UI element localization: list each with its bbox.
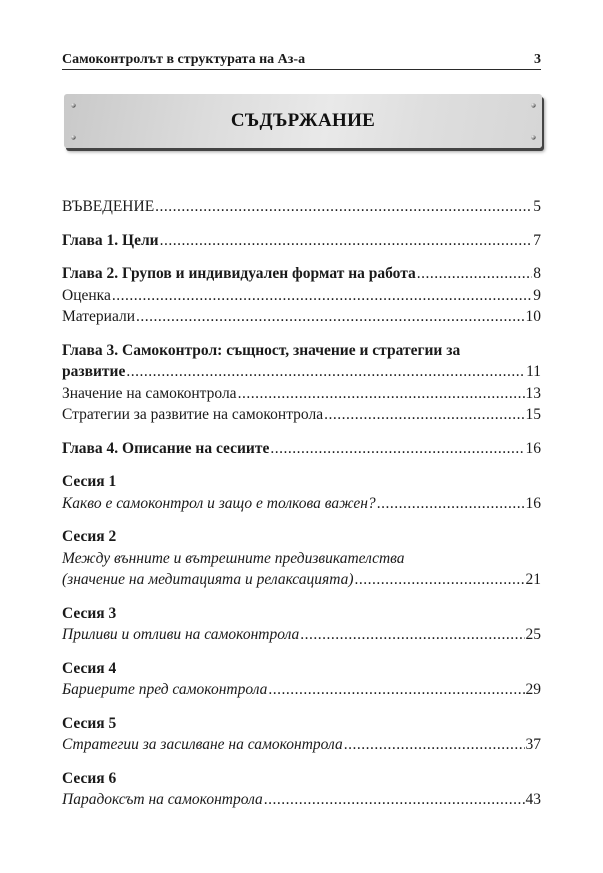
toc-group-session-1 [62,471,541,514]
contents-banner [64,94,542,148]
dot-leader [344,734,525,756]
toc-entry-session-5[interactable] [62,734,541,756]
dot-leader [126,361,525,383]
toc-group-session-3 [62,603,541,646]
toc-entry-label: Материали [62,308,136,325]
toc-entry-chapter-2[interactable] [62,263,541,285]
dot-leader [264,789,525,811]
running-header [62,52,541,70]
toc-entry-page: 7 [533,231,541,249]
toc-entry-label: Стратегии за засилване на самоконтрола [62,736,343,753]
screw-icon [531,103,535,107]
toc-entry-page: 16 [525,439,541,457]
dot-leader [136,306,524,328]
dot-leader [238,383,525,405]
toc-group-chapter-3 [62,340,541,426]
toc-entry-label: Парадоксът на самоконтрола [62,791,263,808]
toc-entry-chapter-3[interactable] [62,361,541,383]
session-heading: Сесия 3 [62,604,117,622]
toc-entry-intro[interactable] [62,196,541,218]
dot-leader [355,569,525,591]
toc-entry-label: ВЪВЕДЕНИЕ [62,198,155,215]
toc-entry-page: 8 [533,265,541,282]
toc-group-chapter-4 [62,438,541,460]
toc-entry-chapter-1[interactable] [62,230,541,252]
toc-entry-page: 11 [526,363,541,380]
toc-entry-page: 5 [533,198,541,215]
toc-entry-session-2[interactable] [62,569,541,591]
toc-entry-assessment[interactable] [62,285,541,307]
dot-leader [300,624,524,646]
toc-entry-page: 43 [525,791,541,808]
dot-leader [417,263,532,285]
page-title: СЪДЪРЖАНИЕ [230,110,376,131]
toc-entry-page: 9 [533,286,541,304]
toc-group-session-2 [62,526,541,591]
toc-entry-page: 37 [525,736,541,753]
toc-entry-label: Глава 2. Групов и индивидуален формат на работа [62,265,416,282]
toc-entry-label: развитие [62,363,126,380]
session-heading: Сесия 2 [62,528,117,545]
toc-entry-label: Какво е самоконтрол и защо е толкова важен? [62,494,376,512]
screw-icon [71,103,75,107]
session-heading: Сесия 1 [62,473,117,490]
toc-entry-label: (значение на медитацията и релаксацията) [62,571,354,588]
toc-entry-materials[interactable] [62,306,541,328]
session-heading: Сесия 4 [62,659,117,677]
toc-entry-page: 16 [525,494,541,512]
toc-entry-label: Бариерите пред самоконтрола [62,681,268,698]
toc-entry-label: Глава 4. Описание на сесиите [62,439,270,457]
toc-entry-session-4[interactable] [62,679,541,701]
toc-entry-label: Оценка [62,286,111,304]
toc-group-session-6 [62,768,541,811]
toc-entry-page: 15 [525,406,541,423]
dot-leader [112,285,532,307]
toc-entry-label: Глава 1. Цели [62,231,159,249]
toc-entry-session-3[interactable] [62,624,541,646]
toc-entry-page: 25 [525,626,541,643]
toc-entry-label: Стратегии за развитие на самоконтрола [62,406,324,423]
table-of-contents [62,196,541,823]
page-number: 3 [534,52,541,67]
dot-leader [324,404,524,426]
dot-leader [160,230,533,252]
toc-group-chapter-2 [62,263,541,328]
toc-entry-chapter-4[interactable] [62,438,541,460]
toc-group-session-5 [62,713,541,756]
toc-entry-strategies[interactable] [62,404,541,426]
dot-leader [270,438,524,460]
toc-entry-session-1[interactable] [62,493,541,515]
toc-entry-page: 29 [525,681,541,698]
toc-entry-label: Значение на самоконтрола [62,384,237,402]
toc-entry-page: 21 [525,571,541,588]
toc-entry-page: 10 [525,308,541,325]
dot-leader [268,679,524,701]
toc-entry-page: 13 [525,384,541,402]
dot-leader [155,196,532,218]
toc-entry-session-2-line1[interactable]: Между вънните и вътрешните предизвикателства [62,549,405,567]
session-heading: Сесия 5 [62,714,117,732]
dot-leader [377,493,525,515]
toc-group-intro [62,196,541,218]
toc-entry-chapter-3-line1[interactable]: Глава 3. Самоконтрол: същност, значение и стратегии за [62,341,461,359]
toc-entry-meaning[interactable] [62,383,541,405]
screw-icon [71,135,75,139]
toc-group-chapter-1 [62,230,541,252]
running-header-title: Самоконтролът в структурата на Аз-а [62,52,306,67]
toc-group-session-4 [62,658,541,701]
toc-entry-label: Приливи и отливи на самоконтрола [62,626,300,643]
screw-icon [531,135,535,139]
session-heading: Сесия 6 [62,769,117,787]
toc-entry-session-6[interactable] [62,789,541,811]
